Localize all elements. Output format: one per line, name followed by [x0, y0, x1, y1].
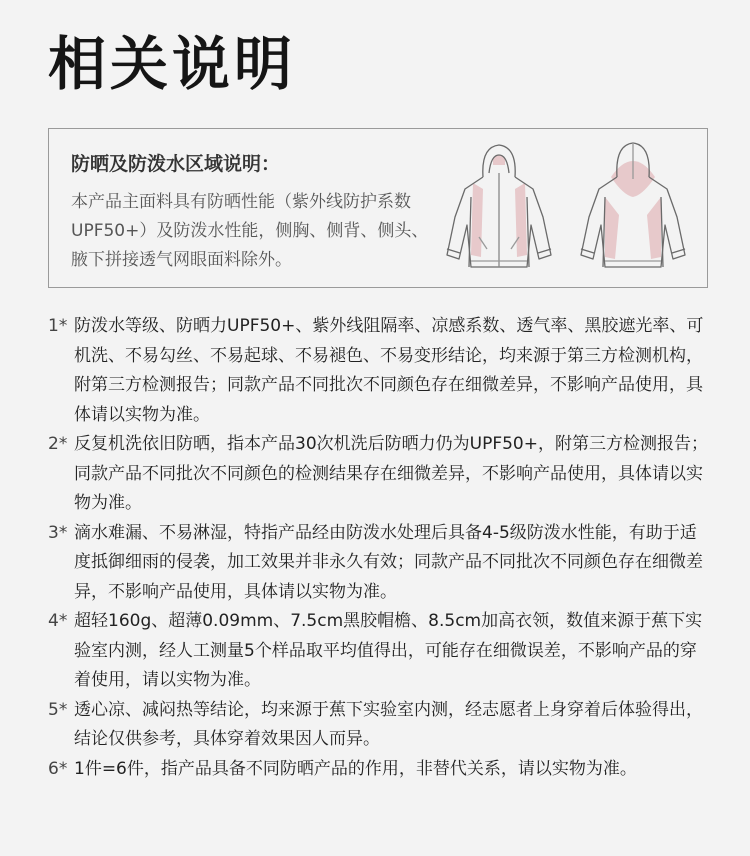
info-box — [48, 128, 708, 288]
note-number: 4* — [48, 611, 68, 631]
note-item — [48, 519, 712, 608]
jacket-illustration — [435, 137, 697, 279]
notes-list — [48, 312, 712, 784]
jacket-front-icon — [447, 145, 551, 267]
note-item — [48, 696, 712, 755]
note-item — [48, 430, 712, 519]
info-text — [71, 149, 431, 275]
note-item — [48, 607, 712, 696]
note-text: 透心凉、减闷热等结论，均来源于蕉下实验室内测，经志愿者上身穿着后体验得出，结论仅供参考，具体穿着效果因人而异。 — [74, 699, 703, 749]
note-item — [48, 312, 712, 430]
note-text: 反复机洗依旧防晒，指本产品30次机洗后防晒力仍为UPF50+，附第三方检测报告；同款产品不同批次不同颜色的检测结果存在细微差异，不影响产品使用，具体请以实物为准。 — [74, 434, 708, 513]
info-body: 本产品主面料具有防晒性能（紫外线防护系数UPF50+）及防泼水性能，侧胸、侧背、侧头、腋下拼接透气网眼面料除外。 — [71, 192, 429, 270]
page-title: 相关说明 — [48, 30, 297, 98]
info-heading: 防晒及防泼水区域说明： — [71, 153, 281, 175]
note-number: 1* — [48, 316, 68, 336]
note-number: 3* — [48, 522, 68, 543]
note-number: 6* — [48, 758, 68, 779]
note-item — [48, 755, 712, 785]
note-text: 1件=6件，指产品具备不同防晒产品的作用，非替代关系，请以实物为准。 — [74, 758, 637, 779]
note-number: 2* — [48, 434, 68, 454]
note-text: 滴水难漏、不易淋湿，特指产品经由防泼水处理后具备4-5级防泼水性能，有助于适度抵御细雨的侵袭，加工效果并非永久有效；同款产品不同批次不同颜色存在细微差异，不影响产品使用，具体请以实物为准。 — [74, 522, 703, 602]
note-number: 5* — [48, 699, 68, 720]
note-text: 防泼水等级、防晒力UPF50+、紫外线阻隔率、凉感系数、透气率、黑胶遮光率、可机洗、不易勾丝、不易起球、不易褪色、不易变形结论，均来源于第三方检测机构，附第三方检测报告；同款产品不同批次不同颜色存在细微差异，不影响产品使用，具体请以实物为准。 — [74, 316, 704, 425]
note-text: 超轻160g、超薄0.09mm、7.5cm黑胶帽檐、8.5cm加高衣领，数值来源于蕉下实验室内测，经人工测量5个样品取平均值得出，可能存在细微误差，不影响产品的穿着使用，请以实物为准。 — [74, 611, 703, 690]
jacket-back-icon — [581, 143, 685, 267]
